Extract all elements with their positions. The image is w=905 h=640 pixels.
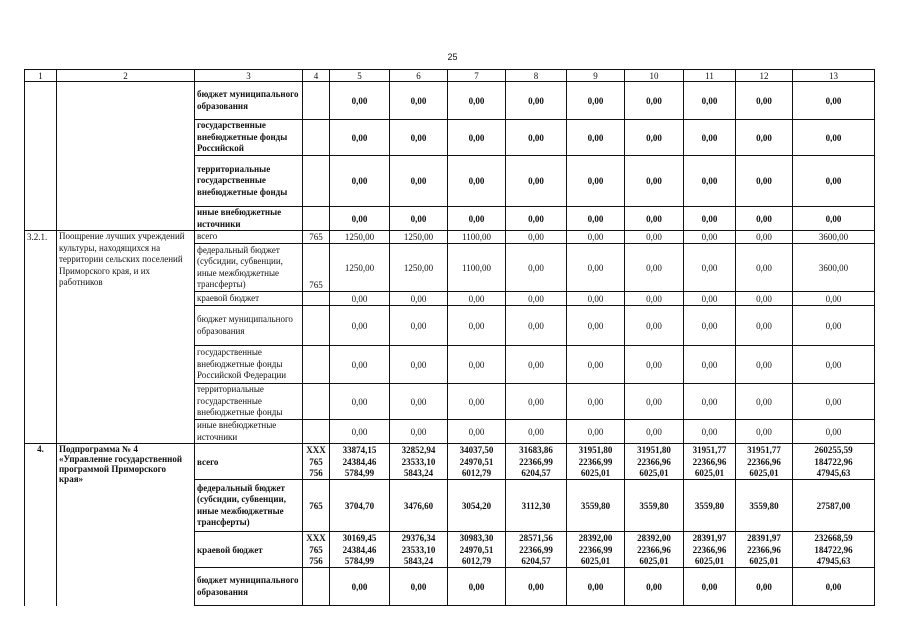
value-cell: 3054,20	[448, 480, 506, 532]
value-cell: 0,00	[390, 384, 448, 420]
source-cell: территориальные государственные внебюджетные фонды	[195, 384, 303, 420]
value-cell: 0,00	[390, 82, 448, 120]
code-cell	[25, 82, 57, 231]
value-cell: 0,00	[736, 231, 793, 244]
value-cell: 0,00	[625, 231, 684, 244]
value-cell: 30983,30	[448, 532, 506, 544]
value-cell: 0,00	[736, 384, 793, 420]
value-cell: 22366,96	[684, 544, 736, 556]
value-cell: 260255,59	[793, 444, 875, 456]
value-cell: 0,00	[684, 120, 736, 156]
value-cell: 3559,80	[567, 480, 625, 532]
value-cell: 0,00	[567, 292, 625, 306]
source-cell: краевой бюджет	[195, 532, 303, 568]
value-cell: 0,00	[448, 306, 506, 346]
code-cell: XXX	[303, 532, 330, 544]
code-cell: 765	[303, 544, 330, 556]
code-cell	[303, 568, 330, 606]
value-cell: 0,00	[684, 346, 736, 384]
code-cell: 765	[303, 456, 330, 468]
value-cell: 0,00	[793, 292, 875, 306]
budget-table	[24, 69, 875, 606]
value-cell: 3112,30	[506, 480, 567, 532]
column-header: 8	[506, 70, 567, 82]
value-cell: 6204,57	[506, 468, 567, 480]
value-cell: 28391,97	[684, 532, 736, 544]
value-cell: 0,00	[448, 420, 506, 444]
value-cell: 0,00	[736, 568, 793, 606]
code-cell	[303, 346, 330, 384]
value-cell: 3559,80	[736, 480, 793, 532]
value-cell: 0,00	[506, 568, 567, 606]
value-cell: 22366,99	[506, 544, 567, 556]
value-cell: 3600,00	[793, 231, 875, 244]
value-cell: 22366,99	[567, 456, 625, 468]
column-header: 1	[25, 70, 57, 82]
value-cell: 184722,96	[793, 456, 875, 468]
value-cell: 0,00	[736, 156, 793, 207]
value-cell: 0,00	[736, 82, 793, 120]
value-cell: 0,00	[625, 384, 684, 420]
code-cell: 765	[303, 231, 330, 244]
value-cell: 0,00	[567, 346, 625, 384]
section-title: Поощрение лучших учреждений культуры, находящихся на территории сельских поселений Приморского края, и их работников	[57, 231, 195, 444]
source-cell: федеральный бюджет (субсидии, субвенции, иные межбюджетные трансферты)	[195, 244, 303, 292]
value-cell: 1100,00	[448, 231, 506, 244]
source-cell: бюджет муниципального образования	[195, 568, 303, 606]
value-cell: 0,00	[684, 82, 736, 120]
section-title: Подпрограмма № 4 «Управление государственной программой Приморского края»	[57, 444, 195, 606]
value-cell: 0,00	[684, 231, 736, 244]
value-cell: 0,00	[684, 384, 736, 420]
value-cell: 0,00	[567, 306, 625, 346]
value-cell: 0,00	[506, 82, 567, 120]
value-cell: 0,00	[506, 346, 567, 384]
value-cell: 5784,99	[330, 556, 390, 568]
source-cell: территориальные государственные внебюджетные фонды	[195, 156, 303, 207]
value-cell: 0,00	[506, 120, 567, 156]
column-header: 10	[625, 70, 684, 82]
value-cell: 22366,96	[736, 456, 793, 468]
value-cell: 24384,46	[330, 456, 390, 468]
value-cell: 0,00	[684, 207, 736, 231]
value-cell: 3600,00	[793, 244, 875, 292]
value-cell: 0,00	[390, 292, 448, 306]
code-cell	[303, 156, 330, 207]
value-cell: 3704,70	[330, 480, 390, 532]
value-cell: 0,00	[684, 306, 736, 346]
value-cell: 31951,80	[625, 444, 684, 456]
value-cell: 32852,94	[390, 444, 448, 456]
value-cell: 0,00	[506, 244, 567, 292]
value-cell: 23533,10	[390, 456, 448, 468]
value-cell: 0,00	[330, 82, 390, 120]
value-cell: 0,00	[567, 244, 625, 292]
value-cell: 3559,80	[625, 480, 684, 532]
value-cell: 0,00	[506, 420, 567, 444]
value-cell: 0,00	[567, 231, 625, 244]
value-cell: 0,00	[330, 346, 390, 384]
value-cell: 6025,01	[567, 468, 625, 480]
value-cell: 6025,01	[736, 468, 793, 480]
value-cell: 31951,77	[684, 444, 736, 456]
value-cell: 47945,63	[793, 468, 875, 480]
value-cell: 0,00	[567, 120, 625, 156]
value-cell: 5784,99	[330, 468, 390, 480]
value-cell: 22366,96	[625, 544, 684, 556]
source-cell: государственные внебюджетные фонды Российской	[195, 120, 303, 156]
column-header: 4	[303, 70, 330, 82]
value-cell: 6204,57	[506, 556, 567, 568]
source-cell: бюджет муниципального образования	[195, 306, 303, 346]
value-cell: 0,00	[625, 156, 684, 207]
value-cell: 0,00	[390, 306, 448, 346]
value-cell: 28392,00	[567, 532, 625, 544]
code-cell: 765	[303, 480, 330, 532]
value-cell: 1250,00	[390, 244, 448, 292]
value-cell: 6012,79	[448, 468, 506, 480]
value-cell: 23533,10	[390, 544, 448, 556]
value-cell: 1100,00	[448, 244, 506, 292]
value-cell: 0,00	[625, 120, 684, 156]
value-cell: 0,00	[793, 156, 875, 207]
value-cell: 0,00	[330, 292, 390, 306]
value-cell: 0,00	[506, 156, 567, 207]
value-cell: 24970,51	[448, 456, 506, 468]
value-cell: 0,00	[793, 306, 875, 346]
header-row	[25, 70, 875, 82]
value-cell: 0,00	[448, 292, 506, 306]
code-cell	[303, 207, 330, 231]
code-cell	[303, 306, 330, 346]
value-cell: 0,00	[793, 120, 875, 156]
value-cell: 0,00	[330, 306, 390, 346]
value-cell: 3476,60	[390, 480, 448, 532]
value-cell: 0,00	[793, 207, 875, 231]
table-row	[25, 444, 875, 456]
value-cell: 0,00	[625, 292, 684, 306]
value-cell: 22366,96	[625, 456, 684, 468]
value-cell: 6025,01	[684, 556, 736, 568]
value-cell: 0,00	[736, 346, 793, 384]
column-header: 5	[330, 70, 390, 82]
value-cell: 31951,77	[736, 444, 793, 456]
value-cell: 0,00	[736, 244, 793, 292]
source-cell: всего	[195, 444, 303, 480]
value-cell: 29376,34	[390, 532, 448, 544]
value-cell: 0,00	[684, 568, 736, 606]
section-code: 4.	[25, 444, 57, 606]
value-cell: 30169,45	[330, 532, 390, 544]
value-cell: 0,00	[330, 156, 390, 207]
source-cell: всего	[195, 231, 303, 244]
column-header: 2	[57, 70, 195, 82]
value-cell: 0,00	[684, 420, 736, 444]
column-header: 12	[736, 70, 793, 82]
value-cell: 27587,00	[793, 480, 875, 532]
value-cell: 5843,24	[390, 468, 448, 480]
value-cell: 0,00	[793, 568, 875, 606]
value-cell: 6025,01	[736, 556, 793, 568]
value-cell: 6025,01	[625, 468, 684, 480]
value-cell: 0,00	[625, 244, 684, 292]
value-cell: 5843,24	[390, 556, 448, 568]
value-cell: 0,00	[625, 207, 684, 231]
value-cell: 0,00	[390, 120, 448, 156]
title-cell	[57, 82, 195, 231]
value-cell: 0,00	[567, 156, 625, 207]
value-cell: 0,00	[567, 207, 625, 231]
code-cell	[303, 120, 330, 156]
code-cell	[303, 82, 330, 120]
value-cell: 0,00	[506, 231, 567, 244]
value-cell: 0,00	[567, 384, 625, 420]
code-cell	[303, 384, 330, 420]
value-cell: 22366,96	[684, 456, 736, 468]
value-cell: 0,00	[736, 306, 793, 346]
value-cell: 0,00	[448, 207, 506, 231]
value-cell: 0,00	[793, 420, 875, 444]
value-cell: 6025,01	[684, 468, 736, 480]
code-cell: XXX	[303, 444, 330, 456]
column-header: 11	[684, 70, 736, 82]
value-cell: 0,00	[506, 207, 567, 231]
value-cell: 0,00	[330, 120, 390, 156]
value-cell: 0,00	[506, 384, 567, 420]
value-cell: 0,00	[625, 82, 684, 120]
source-cell: краевой бюджет	[195, 292, 303, 306]
value-cell: 47945,63	[793, 556, 875, 568]
value-cell: 0,00	[448, 384, 506, 420]
code-cell	[303, 292, 330, 306]
value-cell: 184722,96	[793, 544, 875, 556]
code-cell: 756	[303, 468, 330, 480]
value-cell: 0,00	[448, 120, 506, 156]
value-cell: 22366,99	[567, 544, 625, 556]
column-header: 9	[567, 70, 625, 82]
value-cell: 6012,79	[448, 556, 506, 568]
value-cell: 22366,99	[506, 456, 567, 468]
value-cell: 28391,97	[736, 532, 793, 544]
value-cell: 0,00	[684, 292, 736, 306]
section-code: 3.2.1.	[25, 231, 57, 444]
value-cell: 0,00	[736, 207, 793, 231]
table-row	[25, 82, 875, 120]
value-cell: 24970,51	[448, 544, 506, 556]
value-cell: 0,00	[567, 568, 625, 606]
value-cell: 0,00	[390, 420, 448, 444]
value-cell: 1250,00	[330, 244, 390, 292]
source-cell: иные внебюджетные источники	[195, 420, 303, 444]
value-cell: 0,00	[506, 306, 567, 346]
value-cell: 0,00	[390, 156, 448, 207]
value-cell: 0,00	[448, 82, 506, 120]
value-cell: 0,00	[736, 292, 793, 306]
column-header: 6	[390, 70, 448, 82]
value-cell: 0,00	[625, 420, 684, 444]
value-cell: 34037,50	[448, 444, 506, 456]
value-cell: 0,00	[567, 82, 625, 120]
column-header: 7	[448, 70, 506, 82]
value-cell: 0,00	[390, 346, 448, 384]
value-cell: 31683,86	[506, 444, 567, 456]
source-cell: иные внебюджетные источники	[195, 207, 303, 231]
value-cell: 0,00	[684, 156, 736, 207]
table-row	[25, 231, 875, 244]
value-cell: 0,00	[330, 568, 390, 606]
column-header: 13	[793, 70, 875, 82]
value-cell: 0,00	[390, 207, 448, 231]
source-cell: государственные внебюджетные фонды Российской Федерации	[195, 346, 303, 384]
source-cell: бюджет муниципального образования	[195, 82, 303, 120]
value-cell: 22366,96	[736, 544, 793, 556]
value-cell: 0,00	[736, 420, 793, 444]
value-cell: 0,00	[567, 420, 625, 444]
value-cell: 0,00	[448, 156, 506, 207]
value-cell: 1250,00	[390, 231, 448, 244]
value-cell: 6025,01	[567, 556, 625, 568]
value-cell: 0,00	[390, 568, 448, 606]
code-cell: 756	[303, 556, 330, 568]
page-number: 25	[447, 52, 458, 62]
value-cell: 0,00	[625, 346, 684, 384]
value-cell: 0,00	[793, 82, 875, 120]
value-cell: 0,00	[625, 568, 684, 606]
value-cell: 0,00	[448, 568, 506, 606]
value-cell: 24384,46	[330, 544, 390, 556]
code-cell: 765	[303, 244, 330, 292]
value-cell: 28392,00	[625, 532, 684, 544]
value-cell: 31951,80	[567, 444, 625, 456]
value-cell: 0,00	[448, 346, 506, 384]
value-cell: 33874,15	[330, 444, 390, 456]
value-cell: 0,00	[684, 244, 736, 292]
value-cell: 232668,59	[793, 532, 875, 544]
column-header: 3	[195, 70, 303, 82]
value-cell: 0,00	[506, 292, 567, 306]
value-cell: 3559,80	[684, 480, 736, 532]
code-cell	[303, 420, 330, 444]
value-cell: 1250,00	[330, 231, 390, 244]
value-cell: 0,00	[625, 306, 684, 346]
value-cell: 0,00	[793, 346, 875, 384]
value-cell: 0,00	[330, 384, 390, 420]
value-cell: 6025,01	[625, 556, 684, 568]
source-cell: федеральный бюджет (субсидии, субвенции, иные межбюджетные трансферты)	[195, 480, 303, 532]
value-cell: 0,00	[330, 420, 390, 444]
value-cell: 0,00	[793, 384, 875, 420]
value-cell: 0,00	[330, 207, 390, 231]
value-cell: 0,00	[736, 120, 793, 156]
value-cell: 28571,56	[506, 532, 567, 544]
